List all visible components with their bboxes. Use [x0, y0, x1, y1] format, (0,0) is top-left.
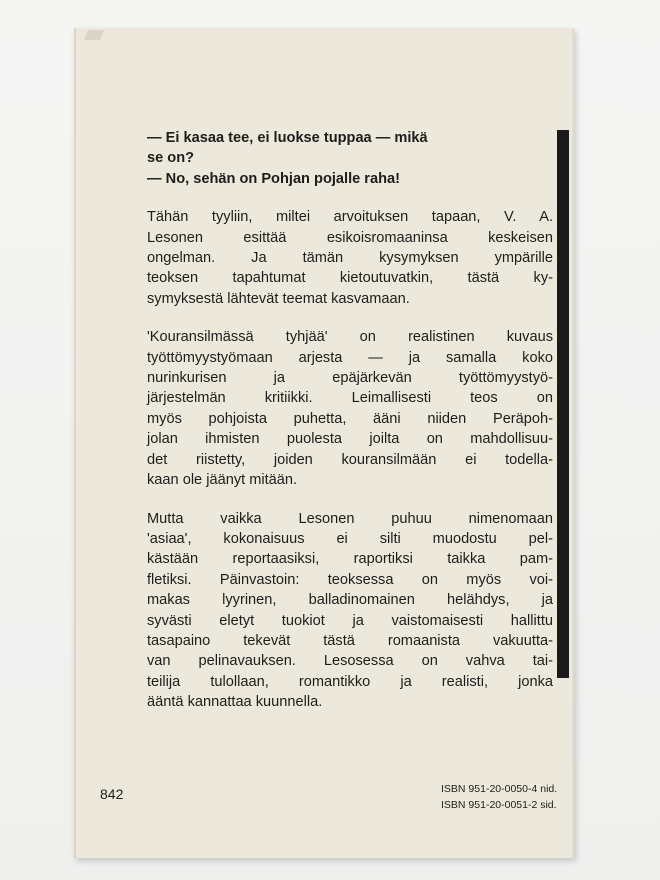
- text-line: teilija tulollaan, romantikko ja realisti, jonka: [147, 673, 553, 690]
- isbn-block: [441, 781, 557, 813]
- text-line: 'asiaa', kokonaisuus ei silti muodostu pel-: [147, 530, 553, 547]
- text-line: teoksen tapahtumat kietoutuvatkin, tästä ky-: [147, 270, 553, 287]
- text-line: fletiksi. Päinvastoin: teoksessa on myös voi-: [147, 571, 553, 588]
- paragraph-1: [147, 207, 553, 309]
- paragraph-3: [147, 509, 553, 713]
- text-line: jolan ihmisten puolesta joilta on mahdollisuu-: [147, 431, 553, 448]
- paragraph-2: [147, 327, 553, 490]
- text-line: nurinkurisen ja epäjärkevän työttömyystyö-: [147, 370, 553, 387]
- text-line: van pelinavauksen. Lesosessa on vahva tai-: [147, 653, 553, 670]
- isbn-line: ISBN 951-20-0051-2 sid.: [441, 799, 557, 811]
- catalog-number: 842: [100, 786, 124, 802]
- text-line: syvästi eletyt tuokiot ja vaistomaisesti hallittu: [147, 612, 553, 629]
- text-line: kaan ole jäänyt mitään.: [147, 472, 298, 489]
- text-line: det riistetty, joiden kouransilmään ei todella-: [147, 451, 553, 468]
- blurb-text: [147, 128, 553, 713]
- text-line: symyksestä lähtevät teemat kasvamaan.: [147, 290, 410, 307]
- text-line: tasapaino tekevät tästä romaanista vakuutta-: [147, 632, 553, 649]
- quote-line: se on?: [147, 150, 195, 167]
- text-line: makas lyyrinen, balladinomainen helähdys, ja: [147, 592, 553, 609]
- quote-line: — No, sehän on Pohjan pojalle raha!: [147, 170, 400, 187]
- text-line: työttömyystyömaan arjesta — ja samalla koko: [147, 349, 553, 366]
- text-line: järjestelmän kritiikki. Leimallisesti teos on: [147, 390, 553, 407]
- text-line: ongelman. Ja tämän kysymyksen ympärille: [147, 250, 553, 267]
- spine-black-bar: [557, 130, 569, 678]
- isbn-line: ISBN 951-20-0050-4 nid.: [441, 783, 558, 795]
- text-line: kästään reportaasiksi, raportiksi taikka pam-: [147, 551, 553, 568]
- text-line: myös pohjoista puhetta, ääni niiden Peräpoh-: [147, 410, 553, 427]
- text-line: Tähän tyyliin, miltei arvoituksen tapaan, V. A.: [147, 209, 553, 226]
- text-line: Mutta vaikka Lesonen puhuu nimenomaan: [147, 510, 553, 527]
- text-line: 'Kouransilmässä tyhjää' on realistinen kuvaus: [147, 329, 553, 346]
- text-line: ääntä kannattaa kuunnella.: [147, 694, 323, 711]
- text-line: Lesonen esittää esikoisromaaninsa keskeisen: [147, 229, 553, 246]
- quote-line: — Ei kasaa tee, ei luokse tuppaa — mikä: [147, 130, 428, 146]
